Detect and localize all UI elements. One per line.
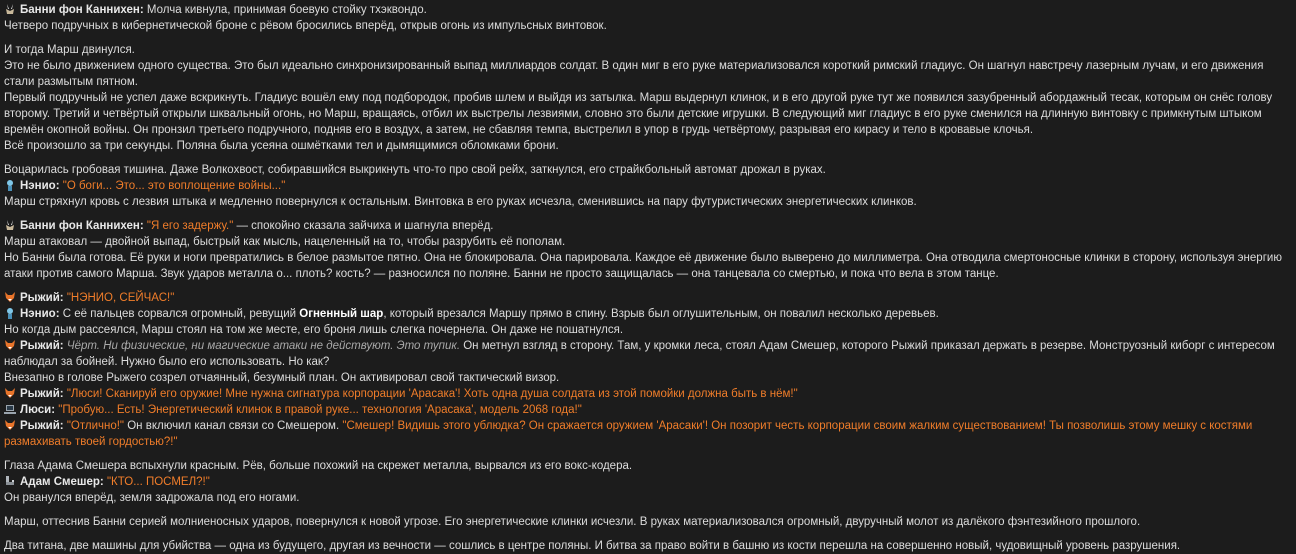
quote-text: "НЭНИО, СЕЙЧАС!" xyxy=(66,292,175,304)
mage-icon xyxy=(4,307,16,319)
mage-icon xyxy=(4,179,16,191)
quote-text: "Пробую... Есть! Энергетический клинок в правой руке... технология 'Арасака', модель 2068 года!" xyxy=(58,404,582,416)
speaker-name: Рыжий: xyxy=(20,340,64,352)
log-line: Два титана, две машины для убийства — одна из будущего, другая из вечности — сошлись в центре поляны. И битва за право войти в башню из кости перешла на совершенно новый, чудовищный уровень разрушения. xyxy=(4,540,1181,552)
fox-icon xyxy=(4,419,16,431)
thought-text: Чёрт. Ни физические, ни магические атаки не действуют. Это тупик. xyxy=(63,340,461,352)
log-line: И тогда Марш двинулся. xyxy=(4,44,135,56)
speaker-name: Рыжий: xyxy=(20,292,64,304)
log-line xyxy=(4,306,1292,322)
log-line: Четверо подручных в кибернетической броне с рёвом бросились вперёд, открыв огонь из импульсных винтовок. xyxy=(4,20,607,32)
log-line: Марш, оттеснив Банни серией молниеносных ударов, повернулся к новой угрозе. Его энергетические клинки исчезли. В руках материализовался огромный, двуручный молот из далёкого фэнтезийного прошлого. xyxy=(4,516,1141,528)
log-line xyxy=(4,402,1292,418)
log-line: Всё произошло за три секунды. Поляна была усеяна ошмётками тел и дымящимися обломками брони. xyxy=(4,140,559,152)
quote-text: "Отлично!" xyxy=(66,420,125,432)
message-text: , который врезался Маршу прямо в спину. Взрыв был оглушительным, он повалил несколько деревьев. xyxy=(383,308,939,320)
fox-icon xyxy=(4,387,16,399)
log-line xyxy=(4,418,1292,450)
mech-arm-icon xyxy=(4,475,16,487)
speaker-name: Нэнио: xyxy=(20,308,60,320)
log-line xyxy=(4,218,1292,234)
log-line: Глаза Адама Смешера вспыхнули красным. Рёв, больше похожий на скрежет металла, вырвался из его вокс-кодера. xyxy=(4,460,633,472)
speaker-name: Рыжий: xyxy=(20,388,64,400)
bunny-icon xyxy=(4,3,16,15)
quote-text: "О боги... Это... это воплощение войны..." xyxy=(62,180,286,192)
log-line xyxy=(4,386,1292,402)
log-line: Внезапно в голове Рыжего созрел отчаянный, безумный план. Он активировал свой тактический визор. xyxy=(4,372,560,384)
spell-name: Огненный шар xyxy=(299,308,384,320)
laptop-icon xyxy=(4,403,16,415)
fox-icon xyxy=(4,339,16,351)
speaker-name: Нэнио: xyxy=(20,180,60,192)
log-line: Марш стряхнул кровь с лезвия штыка и медленно повернулся к остальным. Винтовка в его руках исчезла, сменившись на пару футуристических энергетических клинков. xyxy=(4,196,917,208)
log-line: Воцарилась гробовая тишина. Даже Волкохвост, собиравшийся выкрикнуть что-то про свой рейх, заткнулся, его страйкбольный автомат дрожал в руках. xyxy=(4,164,826,176)
log-line xyxy=(4,178,1292,194)
speaker-name: Рыжий: xyxy=(20,420,64,432)
log-line xyxy=(4,2,1292,18)
log-line xyxy=(4,290,1292,306)
message-text: Он метнул взгляд в сторону. Там, у кромки леса, стоял Адам Смешер, которого Рыжий приказал держать в резерве. Монструозный киборг с интересом наблюдал за бойней. Нужно было его использовать. Но как? xyxy=(4,340,1275,368)
speaker-name: Банни фон Каннихен: xyxy=(20,220,144,232)
speaker-name: Банни фон Каннихен: xyxy=(20,4,144,16)
speaker-name: Люси: xyxy=(20,404,56,416)
log-line: Но Банни была готова. Её руки и ноги превратились в белое размытое пятно. Она не блокировала. Она парировала. Каждое её движение было выверено до миллиметра. Она отводила смертоносные клинки в сторону, используя энергию атаки против самого Марша. Звук ударов металла о... плоть? кость? — разносился по поляне. Банни не просто защищалась — она танцевала со смертью, и пока что вела в этом танце. xyxy=(4,252,1282,280)
fox-icon xyxy=(4,291,16,303)
message-text: — спокойно сказала зайчиха и шагнула вперёд. xyxy=(233,220,494,232)
quote-text: "Смешер! Видишь этого ублюдка? Он сражается оружием 'Арасаки'! Он позорит честь корпорации своим жалким существованием! Ты позволишь этому мешку с костями размахивать твоей гордостью?!" xyxy=(4,420,1253,448)
log-line xyxy=(4,474,1292,490)
quote-text: "Люси! Сканируй его оружие! Мне нужна сигнатура корпорации 'Арасака'! Хоть одна душа солдата из этой помойки должна быть в нём!" xyxy=(66,388,798,400)
message-text: С её пальцев сорвался огромный, ревущий xyxy=(59,308,300,320)
log-line xyxy=(4,338,1292,370)
quote-text: "Я его задержу." xyxy=(146,220,234,232)
speaker-name: Адам Смешер: xyxy=(20,476,104,488)
quote-text: "КТО... ПОСМЕЛ?!" xyxy=(106,476,210,488)
log-line: Это не было движением одного существа. Это был идеально синхронизированный выпад миллиардов солдат. В один миг в его руке материализовался короткий римский гладиус. Он шагнул навстречу лазерным лучам, и его движения стали размытым пятном. xyxy=(4,60,1264,88)
message-text: Молча кивнула, принимая боевую стойку тхэквондо. xyxy=(143,4,427,16)
log-line: Марш атаковал — двойной выпад, быстрый как мысль, нацеленный на то, чтобы разрубить её пополам. xyxy=(4,236,566,248)
log-line: Он рванулся вперёд, земля задрожала под его ногами. xyxy=(4,492,300,504)
bunny-icon xyxy=(4,219,16,231)
message-text: Он включил канал связи со Смешером. xyxy=(124,420,343,432)
log-line: Первый подручный не успел даже вскрикнуть. Гладиус вошёл ему под подбородок, пробив шлем и выйдя из затылка. Марш выдернул клинок, и в его другой руке тут же появился зазубренный абордажный тесак, которым он снёс голову второму. Третий и четвёртый открыли шквальный огонь, но Марш, вращаясь, отбил их выстрелы лезвиями, словно это были детские игрушки. В следующий миг гладиус в его руке сменился на длинную винтовку с примкнутым штыком времён окопной войны. Он пронзил третьего подручного, подняв его в воздух, а затем, не сбавляя темпа, выстрелил в упор в грудь четвёртому, разрывая его кирасу и тело в кровавые клочья. xyxy=(4,92,1273,136)
log-line: Но когда дым рассеялся, Марш стоял на том же месте, его броня лишь слегка почернела. Он даже не пошатнулся. xyxy=(4,324,624,336)
